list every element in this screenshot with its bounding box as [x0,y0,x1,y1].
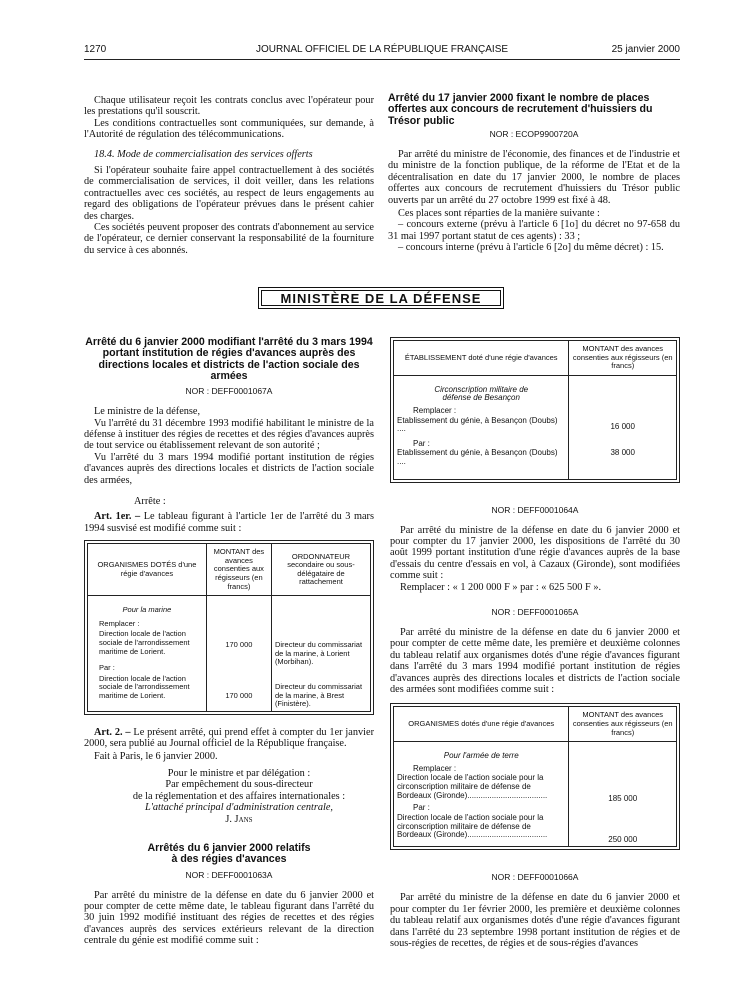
nor-reference: NOR : DEFF0001065A [491,606,579,617]
table-cell: Direction locale de l'action sociale pour la circonscription militaire de défense de Bordeaux (Gironde).................................... [397,774,548,800]
paragraph: Les conditions contractuelles sont communiquées, sur demande, à l'Autorité de régulation des télécommunications. [84,117,374,141]
table-cell: Etablissement du génie, à Besançon (Doubs) .... [397,415,558,434]
section-heading: 18.4. Mode de commercialisation des services offerts [94,148,313,160]
table-note: Par : [99,663,115,673]
table-cell: 185 000 [608,794,638,804]
paragraph: Vu l'arrêté du 31 décembre 1993 modifié habilitant le ministre de la défense à instituer des régies de recettes et des régies d'avances auprès de tout service ou établissement relevant de son autorité ; [84,417,374,452]
paragraph: Ces sociétés peuvent proposer des contrats d'abonnement au service de l'opérateur, ce dernier conservant la responsabilité de la fourniture du service à ces abonnés. [84,222,374,256]
nor-reference: NOR : DEFF0001064A [491,504,579,515]
article-text: Le tableau figurant à l'article 1er de l'arrêté du 3 mars 1994 susvisé est modifié comme suit : [84,511,374,534]
table-section: Circonscription militaire de défense de Besançon [434,384,529,403]
table-cell: 170 000 [225,690,253,700]
table-section: Pour la marine [122,605,172,615]
signature-line: Pour le ministre et par délégation : [167,768,311,779]
table-header: ORGANISMES DOTÉS d'une régie d'avances [88,544,207,596]
table-cell: Directeur du commissariat de la marine, à Brest (Finistère). [274,682,363,709]
paragraph: Par arrêté du ministre de la défense en date du 6 janvier 2000 et pour compter de cette même date, le tableau figurant dans l'arrêté du 30 juin 1992 modifié instituant des régies de recettes et des régies d'avances auprès des services extérieurs relevant de la direction centrale du génie est modifié comme suit : [84,889,374,947]
paragraph: Par arrêté du ministre de la défense en date du 6 janvier 2000 et pour compter du 1er février 2000, les première et deuxième colonnes du tableau relatif aux organismes dotés d'une régie d'avances figurant dans l'arrêté du 23 septembre 1998 portant institution de régies et de sous-régies de recettes, de régies et de sous-régies d'avances [390,892,680,949]
ministry-heading: MINISTÈRE DE LA DÉFENSE [258,287,504,309]
table-note: Par : [413,803,430,813]
paragraph: Le ministre de la défense, [94,406,201,418]
signature-line: Par empêchement du sous-directeur [165,779,313,791]
paragraph: Fait à Paris, le 6 janvier 2000. [94,750,218,762]
nor-reference: NOR : DEFF0001066A [491,872,579,883]
table-cell: 16 000 [610,421,635,431]
paragraph: Si l'opérateur souhaite faire appel contractuellement à des sociétés de commercialisation de services, il doit veiller, dans les relations contractuelles avec ces sociétés, au respect de leurs engagements au regard des obligations de l'opérateur prévues dans le présent cahier des charges. [84,165,374,222]
table-marine [84,540,374,715]
table-cell: Etablissement du génie, à Besançon (Doubs) .... [397,448,558,466]
table-header: ORDONNATEUR secondaire ou sous-délégataire de rattachement [271,544,370,596]
table-besancon [390,337,680,483]
paragraph: Vu l'arrêté du 3 mars 1994 modifié portant institution de régies d'avances auprès des directions locales et districts de l'action sociale des armées, [84,451,374,486]
signature-line: de la réglementation et des affaires internationales : [132,790,346,802]
table-cell: Direction locale de l'action sociale de l'arrondissement maritime de Lorient. [99,673,190,700]
table-header: MONTANT des avances consenties aux régisseurs (en francs) [206,544,271,596]
table-section: Pour l'armée de terre [443,751,519,761]
table-cell: Directeur du commissariat de la marine, à Lorient (Morbihan). [274,640,363,667]
article-text: Le présent arrêté, qui prend effet à compter du 1er janvier 2000, sera publié au Journal officiel de la République française. [84,726,374,750]
table-cell: 38 000 [610,448,635,458]
table-header: ÉTABLISSEMENT doté d'une régie d'avances [394,341,569,376]
table-note: Par : [413,438,430,448]
left-top-column [84,95,374,256]
signatory-name: J. Jans [225,813,253,825]
arrete-word: Arrête : [134,496,166,508]
list-item: – concours interne (prévu à l'article 6 [2o] du même décret) : 15. [398,242,664,254]
right-top-column [388,93,680,254]
nor-reference: NOR : DEFF0001063A [185,869,273,880]
right-main-column [390,337,680,949]
paragraph: Par arrêté du ministre de la défense en date du 6 janvier 2000 et pour compter de cette même date, les première et deuxième colonnes du tableau relatif aux organismes dotés d'une régie d'avances figurant dans l'arrêté du 3 mars 1994 modifié portant institution de régies d'avances auprès des directions locales et districts de l'action sociale des armées sont modifiées comme suit : [390,626,680,695]
table-header: MONTANT des avances consenties aux régisseurs (en francs) [569,707,677,742]
table-cell: 170 000 [225,640,253,650]
journal-title: JOURNAL OFFICIEL DE LA RÉPUBLIQUE FRANÇAISE [255,44,509,55]
list-item: – concours externe (prévu à l'article 6 [1o] du décret no 97-658 du 31 mai 1997 portant statut de ces agents) : 33 ; [388,219,680,242]
table-header: MONTANT des avances consenties aux régisseurs (en francs) [569,341,677,376]
article-label: Art. 1er. – [94,511,141,523]
table-note: Remplacer : [99,618,140,628]
signature-line: L'attaché principal d'administration centrale, [144,802,334,814]
left-main-column [84,337,374,947]
arrete-title: Arrêté du 6 janvier 2000 modifiant l'arrêté du 3 mars 1994 portant institution de régies d'avances auprès des directions locales et districts de l'action sociale des armées [85,336,373,382]
table-cell: Direction locale de l'action sociale pour la circonscription militaire de défense de Bordeaux (Gironde).................................... [397,813,548,840]
table-note: Remplacer : [413,405,457,415]
paragraph: Remplacer : « 1 200 000 F » par : « 625 500 F ». [400,581,602,593]
table-header: ORGANISMES dotés d'une régie d'avances [394,707,569,742]
arrete-title: Arrêté du 17 janvier 2000 fixant le nombre de places offertes aux concours de recrutement d'huissiers du Trésor public [388,92,653,127]
nor-reference: NOR : ECOP9900720A [489,128,579,139]
table-cell: 250 000 [608,834,638,844]
page-number: 1270 [84,44,107,55]
paragraph: Ces places sont réparties de la manière suivante : [398,207,600,219]
issue-date: 25 janvier 2000 [611,44,680,55]
nor-reference: NOR : DEFF0001067A [185,386,273,397]
signature-block [84,768,374,825]
header-rule [84,59,680,60]
article-label: Art. 2. – [94,726,131,738]
table-cell: Direction locale de l'action sociale de l'arrondissement maritime de Lorient. [99,629,190,656]
table-armee-de-terre [390,703,680,850]
paragraph: Chaque utilisateur reçoit les contrats conclus avec l'opérateur pour les prestations qu'il souscrit. [84,95,374,118]
arrete-title: Arrêtés du 6 janvier 2000 relatifs à des régies d'avances [147,842,311,866]
paragraph: Par arrêté du ministre de la défense en date du 6 janvier 2000 et pour compter du 17 janvier 2000, les dispositions de l'arrêté du 30 août 1999 portant institution d'une régie d'avances auprès de la base d'essais du centre d'essais en vol, à Cazaux (Gironde), sont modifiées comme suit : [390,524,680,582]
table-note: Remplacer : [413,763,457,773]
paragraph: Par arrêté du ministre de l'économie, des finances et de l'industrie et du ministre de la fonction publique, de la réforme de l'Etat et de la décentralisation en date du 17 janvier 2000, le nombre de places offertes aux concours de recrutement d'huissiers du Trésor public ouverts par un arrêté du 27 octobre 1999 est fixé à 48. [388,148,680,206]
